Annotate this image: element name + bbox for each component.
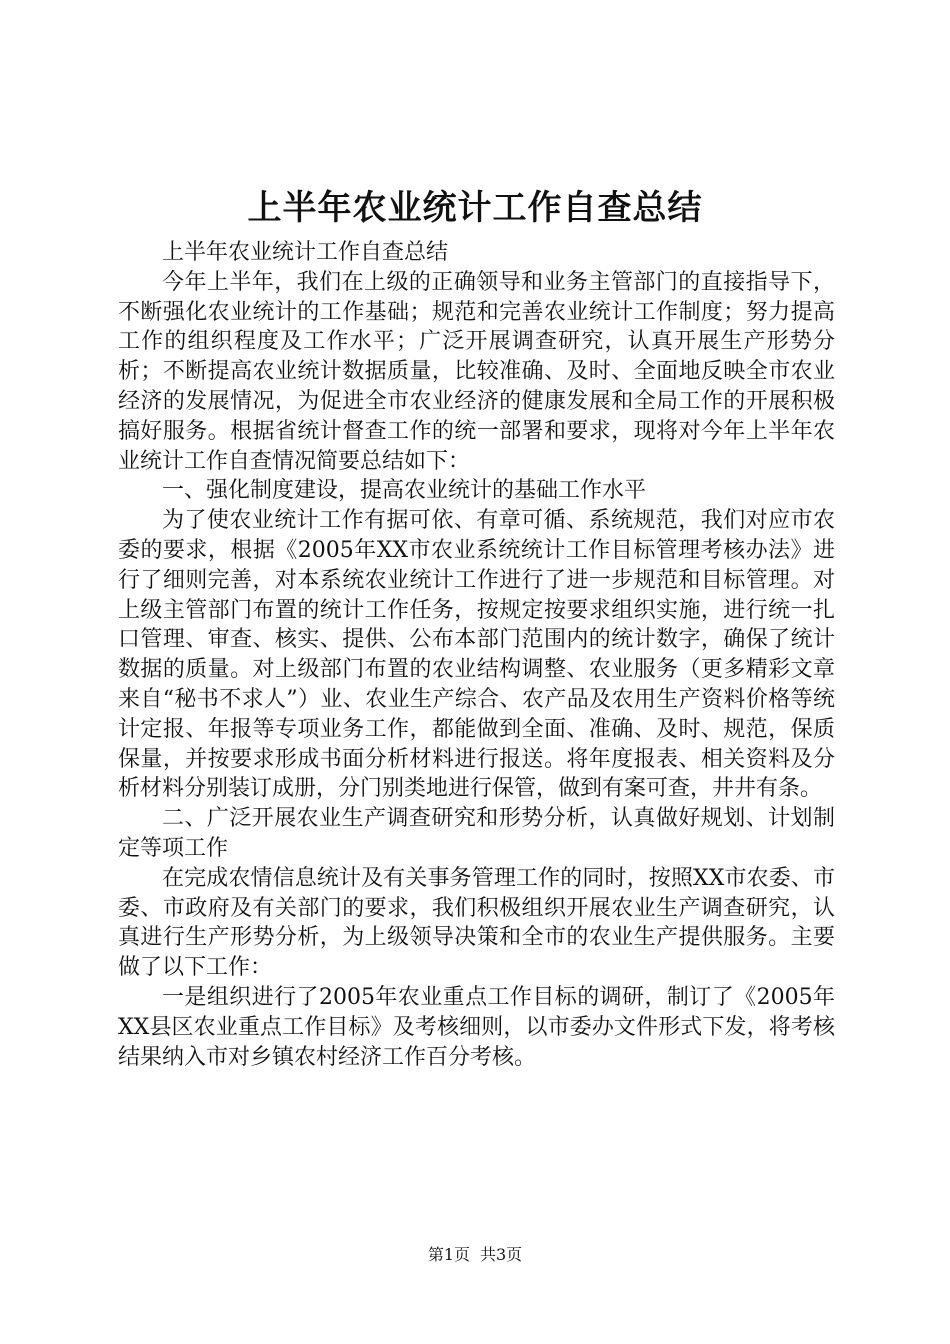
page-total: 共3页 bbox=[480, 1245, 523, 1264]
paragraph-section-2: 在完成农情信息统计及有关事务管理工作的同时，按照XX市农委、市委、市政府及有关部门的要求，我们积极组织开展农业生产调查研究，认真进行生产形势分析，为上级领导决策和全市的农业生产提供服务。主要做了以下工作： bbox=[118, 865, 835, 981]
paragraph-section-1: 为了使农业统计工作有据可依、有章可循、系统规范，我们对应市农委的要求，根据《2005年XX市农业系统统计工作目标管理考核办法》进行了细则完善，对本系统农业统计工作进行了进一步规范和目标管理。对上级主管部门布置的统计工作任务，按规定按要求组织实施，进行统一扎口管理、审查、核实、提供、公布本部门范围内的统计数字，确保了统计数据的质量。对上级部门布置的农业结构调整、农业服务（更多精彩文章来自“秘书不求人”）业、农业生产综合、农产品及农用生产资料价格等统计定报、年报等专项业务工作，都能做到全面、准确、及时、规范，保质保量，并按要求形成书面分析材料进行报送。将年度报表、相关资料及分析材料分别装订成册，分门别类地进行保管，做到有案可查，井井有条。 bbox=[118, 508, 835, 802]
page-number: 第1页 bbox=[427, 1245, 470, 1264]
document-title: 上半年农业统计工作自查总结 bbox=[247, 188, 703, 228]
paragraph-intro: 今年上半年，我们在上级的正确领导和业务主管部门的直接指导下，不断强化农业统计的工作基础；规范和完善农业统计工作制度；努力提高工作的组织程度及工作水平；广泛开展调查研究，认真开展生产形势分析；不断提高农业统计数据质量，比较准确、及时、全面地反映全市农业经济的发展情况，为促进全市农业经济的健康发展和全局工作的开展积极搞好服务。根据省统计督查工作的统一部署和要求，现将对今年上半年农业统计工作自查情况简要总结如下： bbox=[118, 269, 835, 474]
paragraph-subtitle: 上半年农业统计工作自查总结 bbox=[162, 240, 449, 265]
page-footer bbox=[0, 1244, 950, 1266]
section-heading-2: 二、广泛开展农业生产调查研究和形势分析，认真做好规划、计划制定等项工作 bbox=[118, 806, 835, 861]
paragraph-item-1: 一是组织进行了2005年农业重点工作目标的调研，制订了《2005年XX县区农业重点工作目标》及考核细则，以市委办文件形式下发，将考核结果纳入市对乡镇农村经济工作百分考核。 bbox=[118, 984, 835, 1070]
section-heading-1: 一、强化制度建设，提高农业统计的基础工作水平 bbox=[162, 478, 647, 504]
document-body bbox=[118, 238, 835, 1072]
